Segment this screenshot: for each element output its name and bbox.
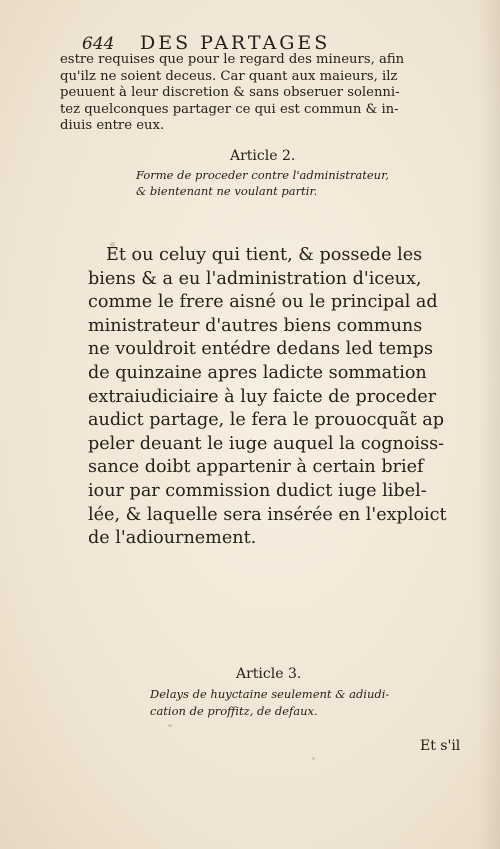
text-line: lée, & laquelle sera insérée en l'exploict bbox=[88, 504, 447, 525]
catchword: Et s'il bbox=[420, 738, 461, 754]
article-2-subheading: Forme de proceder contre l'administrateur, bbox=[136, 168, 389, 182]
article-3-subheading: cation de proffitz, de defaux. bbox=[150, 704, 318, 718]
top-paragraph bbox=[60, 52, 470, 135]
text-line: ne vouldroit entédre dedans led temps bbox=[88, 339, 434, 360]
text-line: sance doibt appartenir à certain brief bbox=[88, 457, 424, 478]
text-line: iour par commission dudict iuge libel- bbox=[88, 480, 427, 501]
text-line: de quinzaine apres ladicte sommation bbox=[88, 362, 427, 383]
text-line: peler deuant le iuge auquel la cognoiss- bbox=[88, 433, 445, 454]
ink-speck bbox=[312, 757, 315, 760]
text-line: qu'ilz ne soient deceus. Car quant aux maieurs, ilz bbox=[60, 68, 398, 84]
text-line: extraiudiciaire à luy faicte de proceder bbox=[88, 386, 437, 407]
page-number: 644 bbox=[82, 34, 115, 54]
text-line: Et ou celuy qui tient, & possede les bbox=[106, 245, 423, 265]
text-line: de l'adiournement. bbox=[88, 528, 257, 549]
running-title: DES PARTAGES bbox=[140, 32, 331, 54]
main-paragraph bbox=[88, 244, 468, 551]
text-line: tez quelconques partager ce qui est commun & in- bbox=[60, 101, 399, 117]
text-line: estre requises que pour le regard des mineurs, afin bbox=[60, 52, 405, 67]
text-line: comme le frere aisné ou le principal ad bbox=[88, 292, 438, 313]
text-line: peuuent à leur discretion & sans obseruer solenni- bbox=[60, 85, 400, 100]
ink-speck bbox=[168, 724, 172, 727]
text-line: ministrateur d'autres biens communs bbox=[88, 315, 423, 336]
article-3-heading: Article 3. bbox=[236, 666, 302, 682]
article-2-subheading: & bientenant ne voulant partir. bbox=[136, 184, 318, 198]
ink-speck bbox=[110, 242, 115, 247]
text-line: diuis entre eux. bbox=[60, 118, 165, 133]
page-edge-shadow bbox=[478, 0, 500, 849]
text-line: biens & a eu l'administration d'iceux, bbox=[88, 268, 422, 289]
text-line: audict partage, le fera le prouocquãt ap bbox=[88, 410, 445, 431]
article-2-heading: Article 2. bbox=[230, 148, 296, 164]
article-3-subheading: Delays de huyctaine seulement & adiudi- bbox=[150, 687, 390, 701]
